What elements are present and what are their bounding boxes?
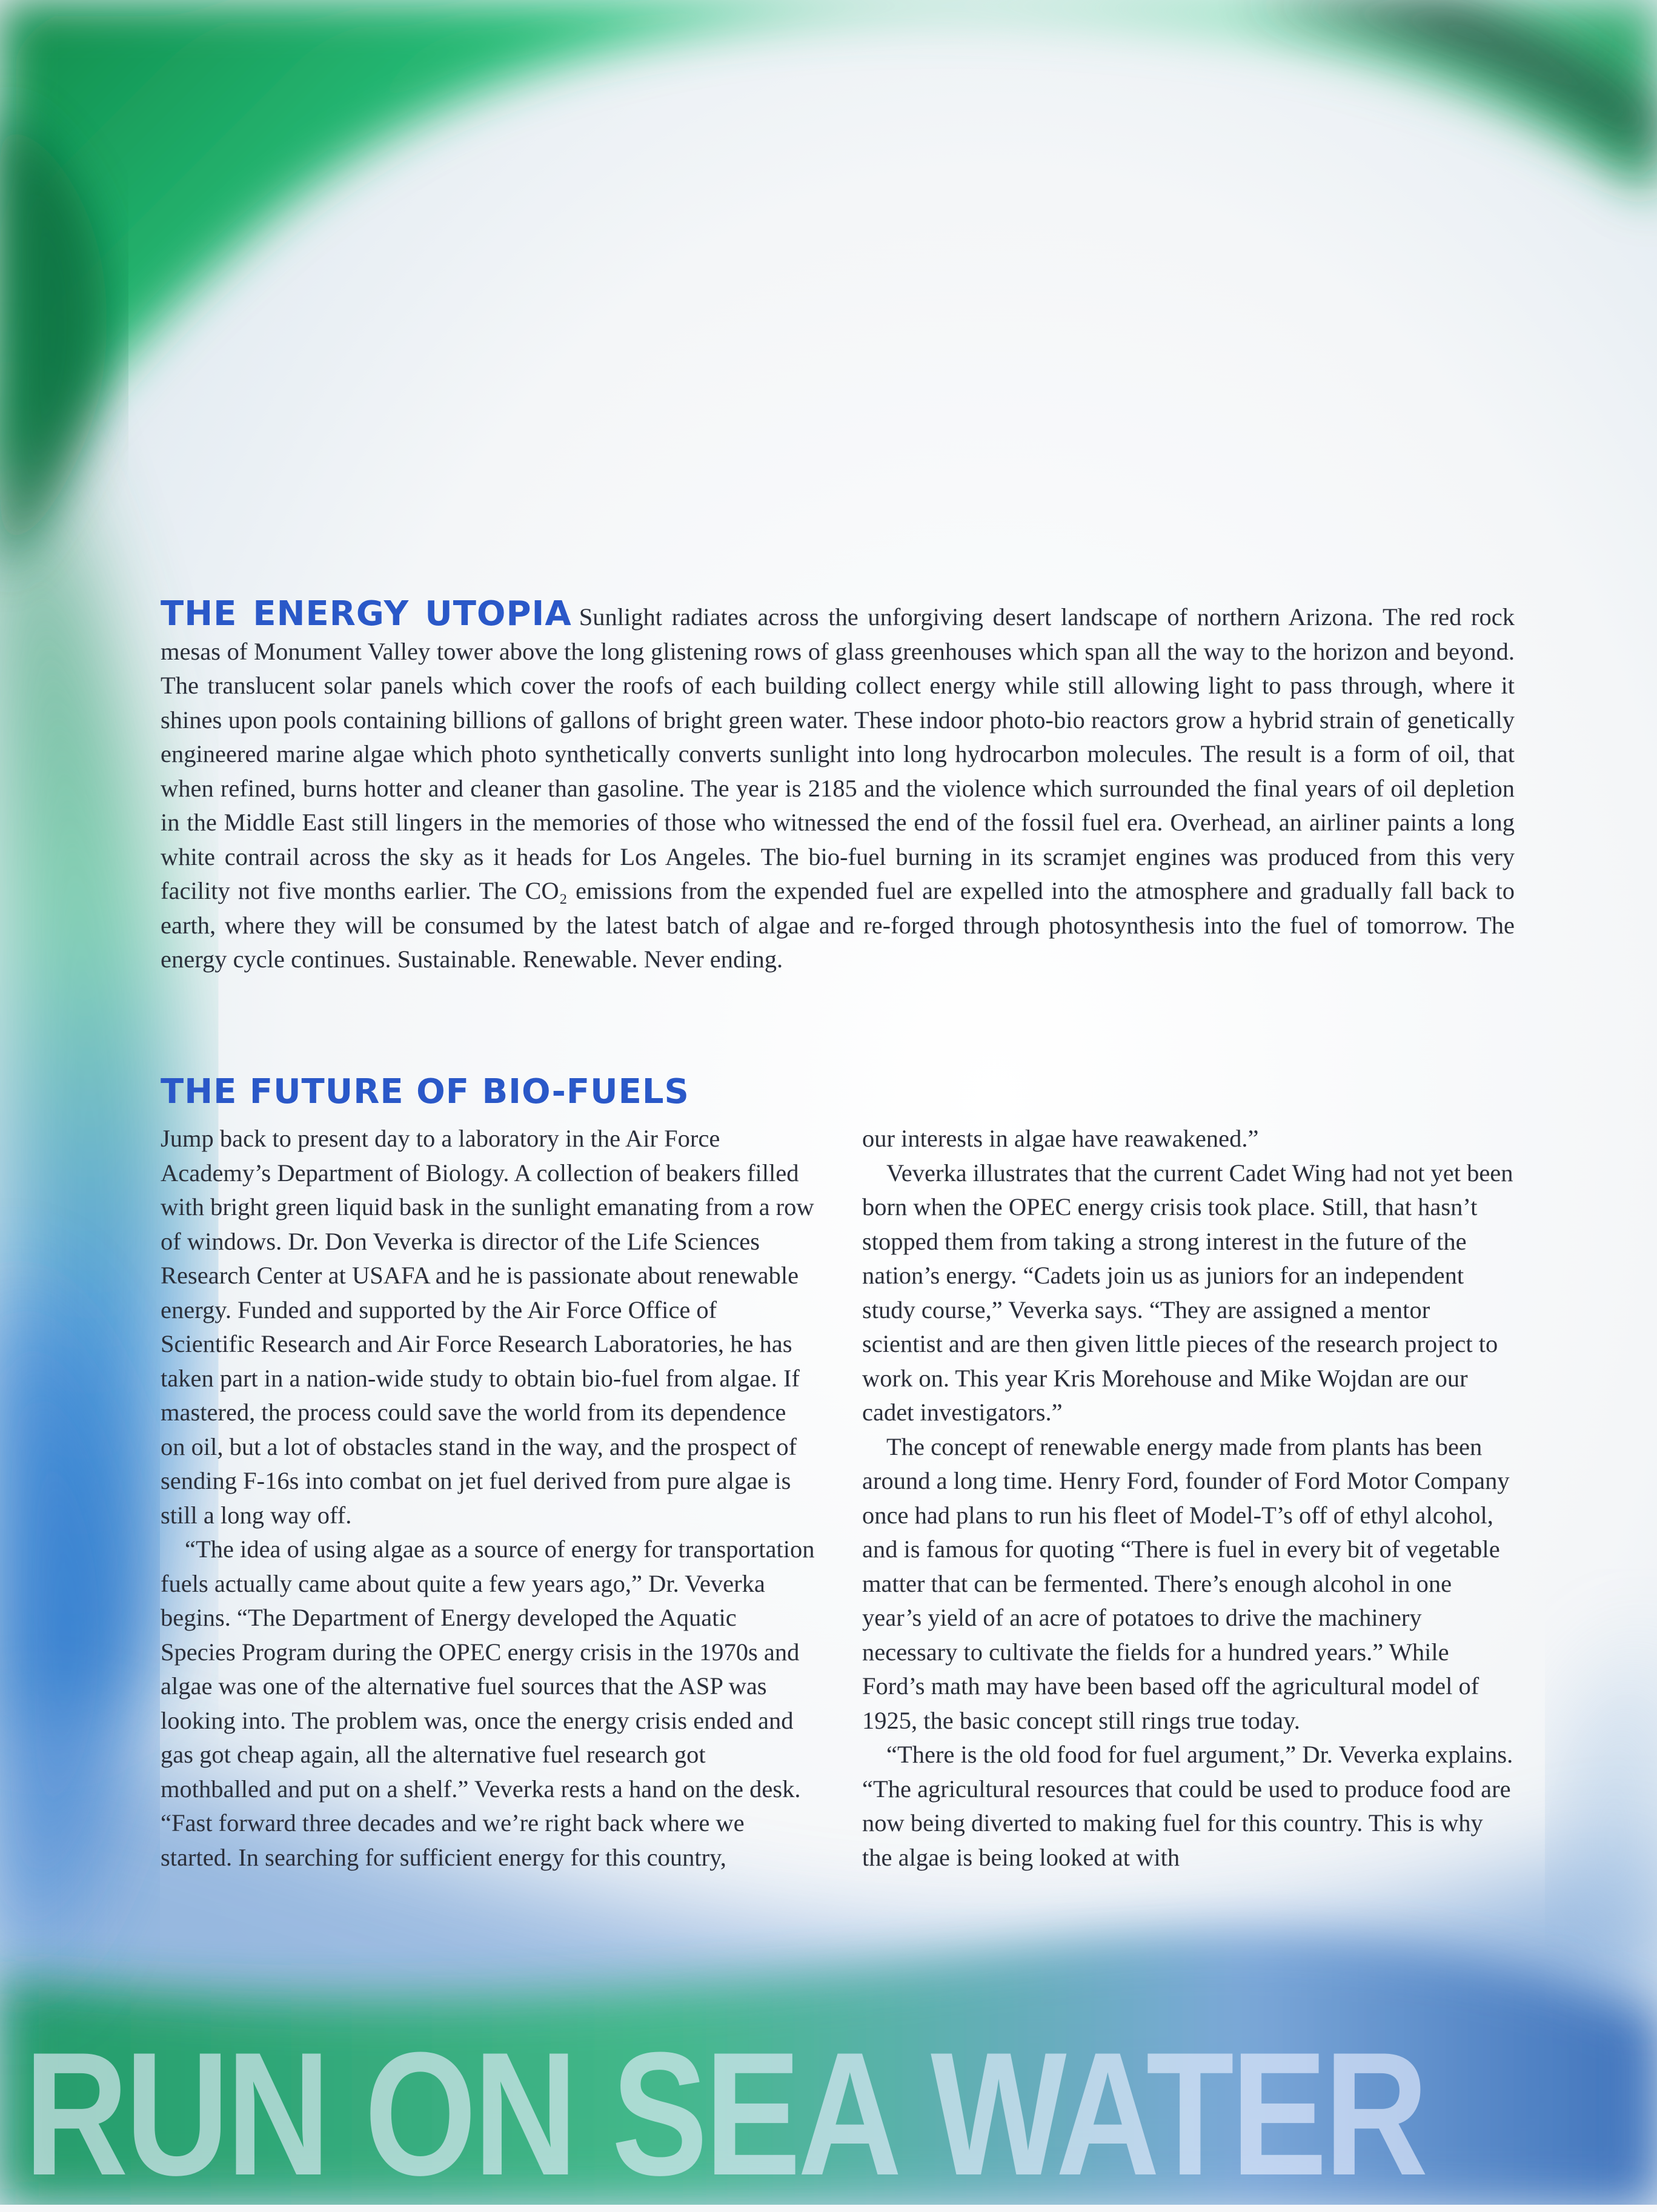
energy-utopia-body: Sunlight radiates across the unforgiving desert landscape of northern Arizona. The red rock mesas of Monument Valley tower above the long glistening rows of glass greenhouses which span all the way to the horizon and beyond. The translucent solar panels which cover the roofs of each building collect energy while still allowing light to pass through, where it shines upon pools containing billions of gallons of bright green water. These indoor photo-bio reactors grow a hybrid strain of genetically engineered marine algae which photo synthetically converts sunlight into long hydrocarbon molecules. The result is a form of oil, that when refined, burns hotter and cleaner than gasoline. The year is 2185 and the violence which surrounded the final years of oil depletion in the Middle East still lingers in the memories of those who witnessed the end of the fossil fuel era. Overhead, an airliner paints a long white contrail across the sky as it heads for Los Angeles. The bio-fuel burning in its scramjet engines was produced from this very facility not five months earlier. The CO₂ emissions from the expended fuel are expelled into the atmosphere and gradually fall back to earth, where they will be consumed by the latest batch of algae and re-forged through photosynthesis into the fuel of tomorrow. The energy cycle continues. Sustainable. Renewable. Never ending.	[161, 603, 1515, 973]
bio-fuels-heading: THE FUTURE OF BIO-FUELS	[161, 1072, 689, 1111]
energy-utopia-section	[161, 594, 1515, 977]
article-column-right	[862, 1122, 1516, 1875]
paragraph: “The idea of using algae as a source of energy for transportation fuels actually came about quite a few years ago,” Dr. Veverka begins. “The Department of Energy developed the Aquatic Species Program during the OPEC energy crisis in the 1970s and algae was one of the alternative fuel sources that the ASP was looking into. The problem was, once the energy crisis ended and gas got cheap again, all the alternative fuel research got mothballed and put on a shelf.” Veverka rests a hand on the desk. “Fast forward three decades and we’re right back where we started. In searching for sufficient energy for this country,	[161, 1535, 815, 1871]
watermark-title: RUN ON SEA WATER	[24, 2016, 1426, 2212]
paragraph: Jump back to present day to a laboratory in the Air Force Academy’s Department of Biology. A collection of beakers filled with bright green liquid bask in the sunlight emanating from a row of windows. Dr. Don Veverka is director of the Life Sciences Research Center at USAFA and he is passionate about renewable energy. Funded and supported by the Air Force Office of Scientific Research and Air Force Research Laboratories, he has taken part in a nation-wide study to obtain bio-fuel from algae. If mastered, the process could save the world from its dependence on oil, but a lot of obstacles stand in the way, and the prospect of sending F-16s into combat on jet fuel derived from pure algae is still a long way off.	[161, 1125, 814, 1529]
energy-utopia-heading: THE ENERGY UTOPIA	[161, 594, 572, 634]
paragraph: our interests in algae have reawakened.”	[862, 1125, 1259, 1152]
article-column-left	[161, 1122, 815, 1875]
paragraph: The concept of renewable energy made from plants has been around a long time. Henry Ford, founder of Ford Motor Company once had plans to run his fleet of Model-T’s off of ethyl alcohol, and is famous for quoting “There is fuel in every bit of vegetable matter that can be fermented. There’s enough alcohol in one year’s yield of an acre of potatoes to drive the machinery necessary to cultivate the fields for a hundred years.” While Ford’s math may have been based off the agricultural model of 1925, the basic concept still rings true today.	[862, 1432, 1510, 1734]
paragraph: “There is the old food for fuel argument,” Dr. Veverka explains. “The agricultural resources that could be used to produce food are now being diverted to making fuel for this country. This is why the algae is being looked at with	[862, 1741, 1513, 1871]
paragraph: Veverka illustrates that the current Cadet Wing had not yet been born when the OPEC energy crisis took place. Still, that hasn’t stopped them from taking a strong interest in the future of the nation’s energy. “Cadets join us as juniors for an independent study course,” Veverka says. “They are assigned a mentor scientist and are then given little pieces of the research project to work on. This year Kris Morehouse and Mike Wojdan are our cadet investigators.”	[862, 1159, 1513, 1426]
